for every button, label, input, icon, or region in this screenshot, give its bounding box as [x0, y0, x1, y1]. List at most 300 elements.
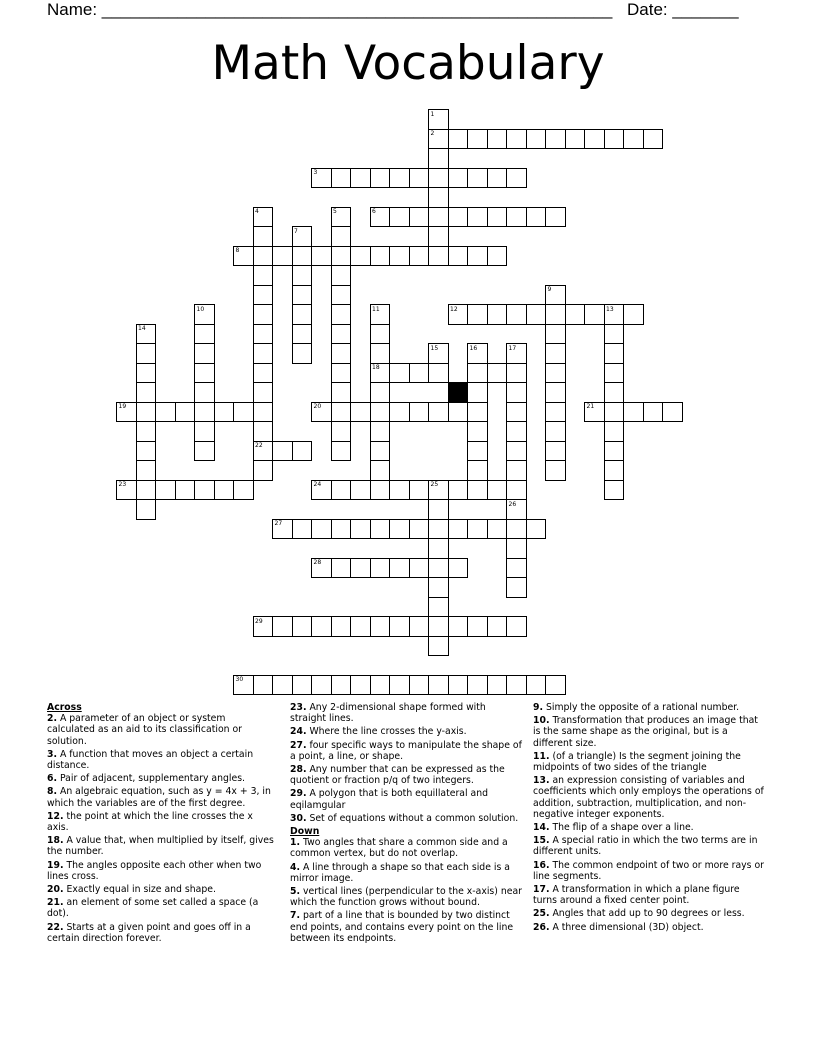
grid-cell[interactable]	[331, 324, 352, 345]
grid-cell[interactable]	[428, 246, 449, 267]
grid-cell[interactable]	[643, 402, 664, 423]
clue-item	[47, 897, 275, 919]
clue-item-number: 10.	[533, 715, 550, 727]
grid-cell[interactable]	[467, 402, 488, 423]
grid-cell[interactable]	[506, 519, 527, 540]
grid-cell[interactable]	[331, 304, 352, 325]
clue-item-number: 6.	[47, 773, 58, 785]
grid-cell[interactable]	[506, 558, 527, 579]
grid-cell[interactable]	[545, 675, 566, 696]
clue-item-number: 17.	[533, 884, 550, 896]
grid-cell[interactable]	[331, 246, 352, 267]
grid-cell[interactable]	[311, 616, 332, 637]
grid-cell[interactable]	[506, 675, 527, 696]
grid-cell[interactable]	[526, 519, 547, 540]
grid-cell[interactable]	[604, 460, 625, 481]
page-title: Math Vocabulary	[211, 36, 605, 91]
clue-item-number: 26.	[533, 921, 550, 933]
clue-item-text: Exactly equal in size and shape.	[63, 884, 216, 896]
grid-cell[interactable]	[370, 421, 391, 442]
grid-cell[interactable]	[292, 616, 313, 637]
grid-cell[interactable]	[448, 675, 469, 696]
grid-cell[interactable]	[623, 129, 644, 150]
grid-cell[interactable]	[604, 441, 625, 462]
clue-item-number: 19.	[47, 859, 64, 871]
grid-cell[interactable]	[136, 402, 157, 423]
grid-cell[interactable]	[331, 675, 352, 696]
grid-cell[interactable]	[253, 246, 274, 267]
grid-cell[interactable]	[409, 675, 430, 696]
grid-cell[interactable]	[350, 168, 371, 189]
grid-cell[interactable]	[331, 226, 352, 247]
grid-cell[interactable]	[331, 382, 352, 403]
clue-item-text: an element of some set called a space (a dot).	[47, 897, 259, 920]
grid-cell[interactable]	[448, 480, 469, 501]
grid-cell[interactable]	[389, 558, 410, 579]
grid-cell[interactable]	[155, 480, 176, 501]
grid-cell[interactable]	[428, 402, 449, 423]
grid-cell[interactable]	[428, 675, 449, 696]
grid-cell[interactable]	[467, 363, 488, 384]
grid-cell[interactable]	[428, 168, 449, 189]
grid-cell[interactable]	[448, 207, 469, 228]
grid-cell[interactable]	[350, 558, 371, 579]
grid-cell[interactable]	[370, 460, 391, 481]
grid-cell[interactable]	[389, 480, 410, 501]
grid-cell[interactable]	[175, 480, 196, 501]
clue-item-text: A polygon that is both equillateral and eqilamgular	[290, 788, 489, 811]
grid-cell[interactable]	[428, 363, 449, 384]
grid-cell[interactable]	[331, 402, 352, 423]
grid-cell[interactable]	[370, 616, 391, 637]
grid-cell[interactable]	[350, 675, 371, 696]
grid-cell[interactable]	[370, 441, 391, 462]
grid-cell[interactable]	[545, 363, 566, 384]
grid-cell[interactable]	[545, 402, 566, 423]
grid-cell[interactable]	[506, 421, 527, 442]
grid-cell[interactable]	[331, 168, 352, 189]
grid-cell[interactable]	[487, 168, 508, 189]
grid-cell[interactable]	[292, 324, 313, 345]
grid-cell[interactable]	[487, 480, 508, 501]
clue-item-text: (of a triangle) Is the segment joining the midpoints of two sides of the triangle	[533, 750, 741, 774]
grid-cell[interactable]	[506, 363, 527, 384]
grid-cell[interactable]	[487, 207, 508, 228]
grid-cell[interactable]	[136, 460, 157, 481]
clue-number: 29	[255, 617, 263, 625]
grid-cell[interactable]	[253, 402, 274, 423]
grid-cell[interactable]	[545, 129, 566, 150]
clue-number: 28	[313, 559, 322, 566]
grid-cell[interactable]	[526, 207, 547, 228]
grid-cell[interactable]	[604, 324, 625, 345]
grid-cell[interactable]	[428, 499, 449, 520]
grid-cell[interactable]	[311, 519, 332, 540]
grid-cell[interactable]	[604, 363, 625, 384]
clue-item-number: 11.	[533, 750, 550, 762]
clue-item	[533, 884, 765, 906]
grid-cell[interactable]	[331, 441, 352, 462]
grid-cell[interactable]	[506, 129, 527, 150]
grid-cell[interactable]	[409, 246, 430, 267]
clue-item-text: Any 2-dimensional shape formed with straight lines.	[290, 702, 486, 725]
grid-cell[interactable]	[545, 207, 566, 228]
clue-item	[47, 713, 275, 747]
grid-cell[interactable]	[428, 207, 449, 228]
grid-cell[interactable]	[136, 421, 157, 442]
grid-cell[interactable]	[506, 402, 527, 423]
grid-cell[interactable]	[214, 402, 235, 423]
clue-item	[47, 773, 275, 784]
grid-cell[interactable]	[370, 343, 391, 364]
grid-cell[interactable]	[604, 129, 625, 150]
grid-cell[interactable]	[311, 675, 332, 696]
name-field[interactable]: Name: ______________________________________________________	[47, 0, 613, 19]
clue-number: 14	[138, 325, 146, 332]
grid-cell[interactable]	[292, 343, 313, 364]
grid-cell[interactable]	[487, 675, 508, 696]
grid-cell[interactable]	[253, 304, 274, 325]
grid-cell[interactable]	[409, 480, 430, 501]
grid-cell[interactable]	[370, 324, 391, 345]
grid-cell[interactable]	[331, 558, 352, 579]
grid-cell[interactable]	[136, 343, 157, 364]
clue-number: 27	[274, 520, 283, 527]
clue-item-text: Angles that add up to 90 degrees or less.	[549, 908, 745, 920]
grid-cell[interactable]	[253, 382, 274, 403]
clue-item	[290, 886, 522, 908]
grid-cell[interactable]	[467, 675, 488, 696]
grid-cell[interactable]	[409, 616, 430, 637]
grid-cell[interactable]	[331, 421, 352, 442]
clue-item	[533, 775, 765, 820]
grid-cell[interactable]	[428, 636, 449, 657]
grid-cell[interactable]	[389, 519, 410, 540]
grid-cell[interactable]	[643, 129, 664, 150]
clue-item-number: 12.	[47, 810, 64, 822]
grid-cell[interactable]	[370, 558, 391, 579]
grid-cell[interactable]	[370, 675, 391, 696]
clue-item-number: 9.	[533, 702, 544, 713]
grid-cell[interactable]	[545, 441, 566, 462]
grid-cell[interactable]	[389, 675, 410, 696]
grid-cell[interactable]	[175, 402, 196, 423]
grid-cell[interactable]	[448, 246, 469, 267]
clue-item-number: 4.	[290, 861, 301, 873]
grid-cell[interactable]	[409, 558, 430, 579]
grid-cell[interactable]	[428, 519, 449, 540]
grid-cell[interactable]	[389, 616, 410, 637]
clue-item-text: the point at which the line crosses the x axis.	[47, 810, 253, 834]
grid-cell[interactable]	[292, 675, 313, 696]
grid-cell[interactable]	[370, 382, 391, 403]
grid-cell[interactable]	[331, 265, 352, 286]
grid-cell[interactable]	[292, 519, 313, 540]
grid-cell[interactable]	[506, 616, 527, 637]
clue-item-text: an expression consisting of variables and coefficients which only employs the operations of addition, subtraction, multiplication, and non-negative integer exponents.	[533, 775, 764, 820]
grid-cell[interactable]	[545, 382, 566, 403]
grid-cell[interactable]	[448, 558, 469, 579]
grid-cell[interactable]	[467, 129, 488, 150]
clue-item-number: 14.	[533, 822, 550, 834]
clue-item-number: 1.	[290, 837, 301, 849]
clue-number: 1	[430, 110, 435, 118]
grid-cell[interactable]	[604, 421, 625, 442]
grid-cell[interactable]	[467, 207, 488, 228]
grid-cell[interactable]	[487, 304, 508, 325]
grid-cell[interactable]	[253, 460, 274, 481]
grid-cell[interactable]	[331, 480, 352, 501]
grid-cell[interactable]	[487, 519, 508, 540]
grid-cell[interactable]	[428, 538, 449, 559]
grid-cell[interactable]	[506, 538, 527, 559]
clue-item	[533, 922, 765, 933]
grid-cell[interactable]	[428, 597, 449, 618]
grid-cell[interactable]	[331, 519, 352, 540]
clue-item	[47, 835, 275, 857]
grid-cell[interactable]	[545, 343, 566, 364]
grid-cell[interactable]	[467, 616, 488, 637]
clue-item-text: Where the line crosses the y-axis.	[306, 726, 467, 738]
clue-item	[533, 822, 765, 833]
grid-cell[interactable]	[545, 324, 566, 345]
clue-number: 10	[196, 305, 205, 313]
grid-cell[interactable]	[350, 616, 371, 637]
clue-item-number: 21.	[47, 897, 64, 909]
clue-item	[47, 922, 275, 944]
grid-cell[interactable]	[623, 402, 644, 423]
grid-cell[interactable]	[292, 304, 313, 325]
grid-cell[interactable]	[331, 616, 352, 637]
grid-cell[interactable]	[428, 577, 449, 598]
clue-item-number: 29.	[290, 788, 307, 800]
grid-cell[interactable]	[409, 207, 430, 228]
grid-cell[interactable]	[350, 519, 371, 540]
clues-column-1	[47, 702, 275, 946]
grid-cell[interactable]	[448, 168, 469, 189]
clue-item	[290, 788, 522, 810]
grid-cell[interactable]	[604, 402, 625, 423]
clue-item	[47, 860, 275, 882]
grid-cell[interactable]	[350, 246, 371, 267]
grid-cell[interactable]	[194, 324, 215, 345]
grid-cell[interactable]	[467, 421, 488, 442]
clue-section-heading: Across	[47, 702, 82, 713]
grid-cell[interactable]	[506, 382, 527, 403]
grid-cell[interactable]	[487, 363, 508, 384]
clue-item-text: The common endpoint of two or more rays or line segments.	[533, 859, 764, 882]
grid-cell[interactable]	[194, 402, 215, 423]
clue-number: 4	[255, 208, 259, 215]
grid-cell[interactable]	[409, 363, 430, 384]
clue-item-number: 28.	[290, 764, 307, 776]
grid-cell[interactable]	[370, 402, 391, 423]
grid-cell[interactable]	[467, 441, 488, 462]
clue-item-number: 3.	[47, 748, 58, 760]
clue-item-number: 16.	[533, 859, 550, 871]
grid-cell[interactable]	[272, 246, 293, 267]
grid-cell[interactable]	[526, 675, 547, 696]
grid-cell[interactable]	[428, 226, 449, 247]
grid-cell[interactable]	[389, 402, 410, 423]
clue-item-text: part of a line that is bounded by two distinct end points, and contains every point on the line between its endpoints.	[290, 910, 514, 944]
grid-cell[interactable]	[350, 480, 371, 501]
grid-cell[interactable]	[389, 207, 410, 228]
grid-cell[interactable]	[565, 304, 586, 325]
grid-cell[interactable]	[428, 148, 449, 169]
grid-cell[interactable]	[428, 187, 449, 208]
grid-cell[interactable]	[389, 168, 410, 189]
grid-cell[interactable]	[194, 480, 215, 501]
clue-item	[47, 786, 275, 808]
grid-cell[interactable]	[136, 480, 157, 501]
grid-cell[interactable]	[584, 129, 605, 150]
grid-cell[interactable]	[409, 402, 430, 423]
grid-cell[interactable]	[506, 168, 527, 189]
grid-cell[interactable]	[467, 382, 488, 403]
grid-cell[interactable]	[253, 343, 274, 364]
grid-cell[interactable]	[292, 285, 313, 306]
clue-item-text: A parameter of an object or system calculated as an aid to its classification or solution.	[47, 713, 242, 747]
grid-cell[interactable]	[370, 519, 391, 540]
grid-cell[interactable]	[506, 480, 527, 501]
grid-cell[interactable]	[526, 129, 547, 150]
grid-cell[interactable]	[506, 441, 527, 462]
clue-item-number: 30.	[290, 812, 307, 824]
grid-cell[interactable]	[214, 480, 235, 501]
grid-cell[interactable]	[292, 246, 313, 267]
grid-cell[interactable]	[604, 343, 625, 364]
grid-cell[interactable]	[350, 402, 371, 423]
grid-cell[interactable]	[233, 480, 254, 501]
clue-item-number: 2.	[47, 713, 58, 725]
grid-cell[interactable]	[467, 519, 488, 540]
grid-cell[interactable]	[331, 343, 352, 364]
clue-number: 22	[255, 442, 263, 449]
clue-number: 21	[586, 403, 595, 410]
clue-item-text: Simply the opposite of a rational number.	[543, 702, 740, 713]
grid-cell[interactable]	[428, 558, 449, 579]
grid-cell[interactable]	[467, 304, 488, 325]
grid-cell[interactable]	[272, 441, 293, 462]
clue-item	[290, 910, 522, 944]
grid-cell[interactable]	[155, 402, 176, 423]
grid-cell[interactable]	[604, 480, 625, 501]
grid-cell[interactable]	[662, 402, 683, 423]
grid-cell[interactable]	[253, 421, 274, 442]
clue-number: 15	[430, 344, 439, 352]
clue-item-text: A transformation in which a plane figure turns around a fixed center point.	[533, 884, 740, 907]
grid-cell[interactable]	[136, 382, 157, 403]
grid-cell[interactable]	[409, 519, 430, 540]
grid-cell[interactable]	[233, 402, 254, 423]
grid-cell[interactable]	[604, 382, 625, 403]
grid-cell[interactable]	[253, 675, 274, 696]
grid-cell[interactable]	[292, 441, 313, 462]
clue-item-number: 23.	[290, 702, 307, 713]
clue-item	[290, 813, 522, 824]
grid-cell[interactable]	[506, 304, 527, 325]
grid-cell[interactable]	[409, 168, 430, 189]
grid-cell[interactable]	[389, 363, 410, 384]
grid-cell[interactable]	[487, 616, 508, 637]
clue-number: 23	[118, 481, 127, 488]
grid-cell[interactable]	[136, 499, 157, 520]
grid-cell[interactable]	[194, 343, 215, 364]
clue-section-heading: Down	[290, 826, 320, 838]
grid-cell[interactable]	[506, 207, 527, 228]
grid-cell[interactable]	[253, 324, 274, 345]
grid-cell[interactable]	[467, 460, 488, 481]
grid-cell[interactable]	[389, 246, 410, 267]
grid-cell[interactable]	[487, 129, 508, 150]
clue-item-text: A three dimensional (3D) object.	[549, 921, 704, 933]
grid-cell[interactable]	[194, 382, 215, 403]
grid-cell[interactable]	[487, 246, 508, 267]
grid-cell[interactable]	[448, 129, 469, 150]
clue-item-number: 20.	[47, 884, 64, 896]
grid-cell[interactable]	[253, 265, 274, 286]
grid-cell[interactable]	[506, 577, 527, 598]
grid-cell[interactable]	[136, 441, 157, 462]
grid-cell[interactable]	[467, 168, 488, 189]
clue-item-text: A value that, when multiplied by itself, gives the number.	[47, 835, 274, 858]
grid-cell[interactable]	[272, 675, 293, 696]
clue-item-number: 18.	[47, 835, 64, 847]
grid-cell[interactable]	[370, 480, 391, 501]
grid-cell[interactable]	[253, 226, 274, 247]
grid-cell[interactable]	[428, 616, 449, 637]
grid-cell[interactable]	[448, 616, 469, 637]
grid-cell[interactable]	[448, 402, 469, 423]
grid-cell[interactable]	[467, 480, 488, 501]
date-field[interactable]: Date: _______	[627, 0, 739, 19]
grid-cell[interactable]	[136, 363, 157, 384]
grid-cell[interactable]	[253, 363, 274, 384]
grid-cell[interactable]	[370, 168, 391, 189]
grid-cell[interactable]	[584, 304, 605, 325]
grid-cell[interactable]	[448, 519, 469, 540]
clue-number: 7	[294, 227, 298, 235]
grid-cell[interactable]	[467, 246, 488, 267]
clue-item-text: A function that moves an object a certain distance.	[47, 748, 254, 772]
grid-cell[interactable]	[545, 460, 566, 481]
clue-item-number: 8.	[47, 786, 58, 798]
grid-cell[interactable]	[545, 421, 566, 442]
grid-cell[interactable]	[545, 304, 566, 325]
grid-cell[interactable]	[272, 616, 293, 637]
grid-cell[interactable]	[565, 129, 586, 150]
clue-number: 20	[313, 403, 322, 410]
grid-cell[interactable]	[253, 285, 274, 306]
grid-cell[interactable]	[194, 441, 215, 462]
clue-item-text: Two angles that share a common side and a common vertex, but do not overlap.	[290, 837, 508, 860]
grid-cell[interactable]	[506, 460, 527, 481]
grid-cell[interactable]	[526, 304, 547, 325]
grid-cell[interactable]	[311, 246, 332, 267]
grid-cell[interactable]	[331, 363, 352, 384]
clue-number: 5	[333, 208, 337, 215]
clue-item-text: An algebraic equation, such as y = 4x + 3, in which the variables are of the first degree.	[47, 786, 271, 809]
clue-number: 11	[372, 305, 380, 313]
clue-number: 30	[235, 676, 244, 683]
grid-cell[interactable]	[331, 285, 352, 306]
grid-cell[interactable]	[194, 421, 215, 442]
grid-cell[interactable]	[194, 363, 215, 384]
grid-cell[interactable]	[370, 246, 391, 267]
grid-cell[interactable]	[623, 304, 644, 325]
grid-cell[interactable]	[292, 265, 313, 286]
